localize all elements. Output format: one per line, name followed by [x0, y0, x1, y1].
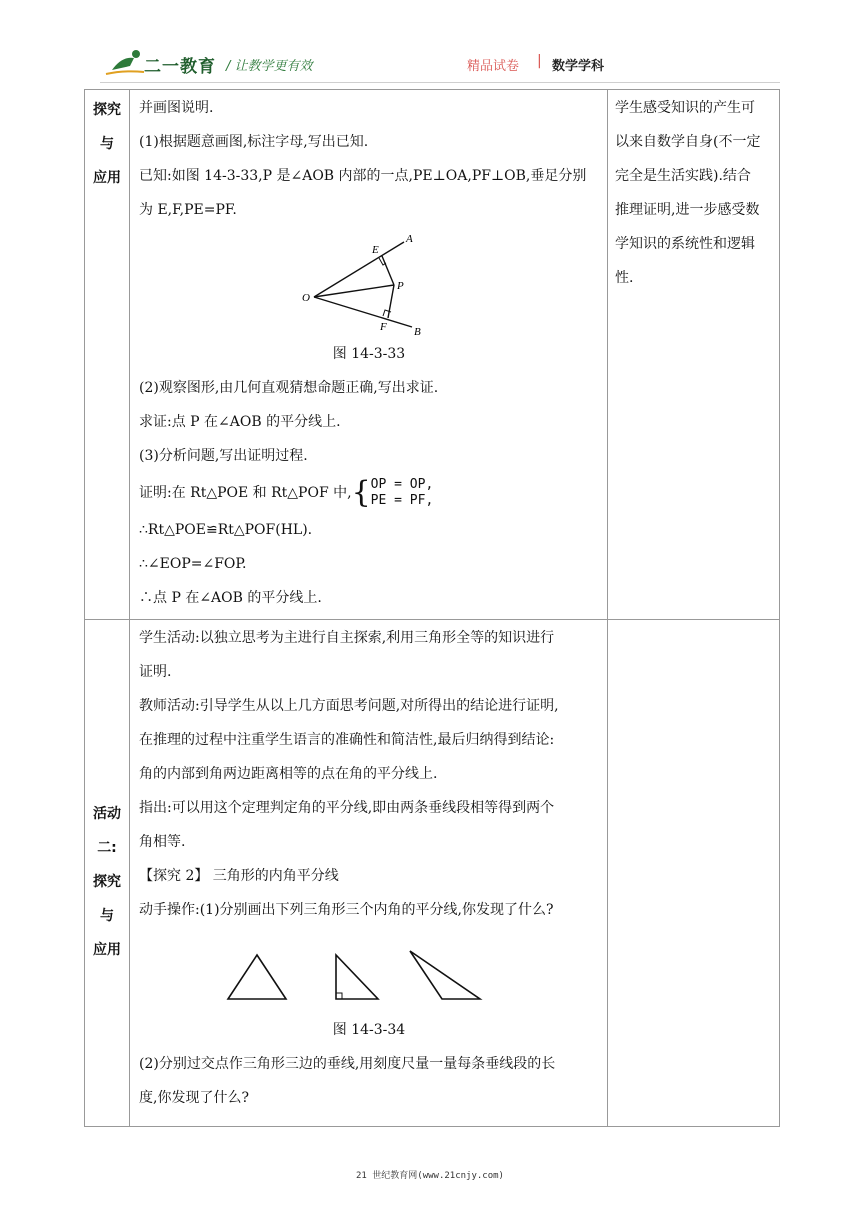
text-line: (3)分析问题,写出证明过程.: [139, 448, 308, 464]
label-p: P: [397, 280, 404, 292]
text-line: 度,你发现了什么?: [139, 1090, 249, 1106]
text-line: (2)观察图形,由几何直观猜想命题正确,写出求证.: [139, 380, 439, 396]
brace-system: [371, 477, 434, 509]
row-label-line: 探究: [93, 102, 121, 118]
text-line: ∴∠EOP=∠FOP.: [139, 556, 247, 572]
table-row: [85, 90, 780, 620]
text-line: 求证:点 P 在∠AOB 的平分线上.: [139, 414, 341, 430]
section-heading: 【探究 2】 三角形的内角平分线: [139, 868, 339, 884]
brace-symbol: {: [351, 475, 371, 510]
row-label-line: 与: [100, 136, 114, 152]
table-row: [85, 620, 780, 1127]
logo-text: 二一教育: [144, 57, 216, 77]
label-a: A: [406, 233, 413, 245]
header-separator: |: [537, 53, 542, 69]
row-label-line: 二:: [97, 840, 117, 856]
brace-line: OP = OP,: [370, 477, 434, 492]
text-line: (1)根据题意画图,标注字母,写出已知.: [139, 134, 369, 150]
text-line: 并画图说明.: [139, 100, 214, 116]
figure-14-3-34: [139, 927, 599, 1013]
proof-prefix: 证明:在 Rt△POE 和 Rt△POF 中,: [139, 485, 352, 501]
text-line: 指出:可以用这个定理判定角的平分线,即由两条垂线段相等得到两个: [139, 800, 555, 816]
text-line: ∴点 P 在∠AOB 的平分线上.: [139, 590, 322, 606]
row-label-line: 应用: [93, 170, 121, 186]
content-cell: [130, 620, 608, 1127]
row-label-cell: [85, 90, 130, 620]
page-header: [0, 0, 860, 86]
content-cell: [130, 90, 608, 620]
header-divider: [100, 82, 780, 83]
text-line: 在推理的过程中注重学生语言的准确性和简洁性,最后归纳得到结论:: [139, 732, 555, 748]
note-line: 学知识的系统性和逻辑: [615, 236, 755, 252]
text-line: (2)分别过交点作三角形三边的垂线,用刻度尺量一量每条垂线段的长: [139, 1056, 556, 1072]
label-e: E: [372, 244, 379, 256]
text-line: 为 E,F,PE=PF.: [139, 202, 237, 218]
text-line: 学生活动:以独立思考为主进行自主探索,利用三角形全等的知识进行: [139, 630, 555, 646]
text-line: 已知:如图 14-3-33,P 是∠AOB 内部的一点,PE⊥OA,PF⊥OB,垂足分别: [139, 168, 587, 184]
note-line: 以来自数学自身(不一定: [615, 134, 761, 150]
three-triangles-diagram: [224, 941, 514, 1011]
header-subject: 数学学科: [552, 59, 605, 74]
text-line: 证明.: [139, 664, 172, 680]
row-label-line: 探究: [93, 874, 121, 890]
brace-line: PE = PF,: [370, 493, 434, 508]
note-line: 完全是生活实践).结合: [615, 168, 751, 184]
text-line: 教师活动:引导学生从以上几方面思考问题,对所得出的结论进行证明,: [139, 698, 559, 714]
row-label-cell: [85, 620, 130, 1127]
row-label-line: 活动: [93, 806, 121, 822]
row-label-line: 与: [100, 908, 114, 924]
text-line: ∴Rt△POE≌Rt△POF(HL).: [139, 522, 313, 538]
note-cell: [608, 620, 780, 1127]
figure-caption: 图 14-3-34: [332, 1022, 406, 1038]
note-line: 学生感受知识的产生可: [615, 100, 755, 116]
label-f: F: [380, 321, 387, 333]
figure-caption: 图 14-3-33: [332, 346, 406, 362]
lesson-table: [84, 89, 780, 1127]
header-tag: 精品试卷: [467, 59, 520, 74]
proof-line: [139, 473, 599, 513]
slogan: / 让教学更有效: [226, 59, 313, 74]
note-line: 推理证明,进一步感受数: [615, 202, 760, 218]
note-cell: [608, 90, 780, 620]
page-footer: 21 世纪教育网(www.21cnjy.com): [356, 1171, 504, 1181]
text-line: 角相等.: [139, 834, 186, 850]
angle-bisector-diagram: [294, 227, 444, 337]
note-line: 性.: [615, 270, 634, 286]
figure-14-3-33: [139, 227, 599, 337]
text-line: 动手操作:(1)分别画出下列三角形三个内角的平分线,你发现了什么?: [139, 902, 554, 918]
text-line: 角的内部到角两边距离相等的点在角的平分线上.: [139, 766, 438, 782]
label-b: B: [414, 326, 421, 337]
label-o: O: [302, 292, 310, 304]
row-label-line: 应用: [93, 942, 121, 958]
